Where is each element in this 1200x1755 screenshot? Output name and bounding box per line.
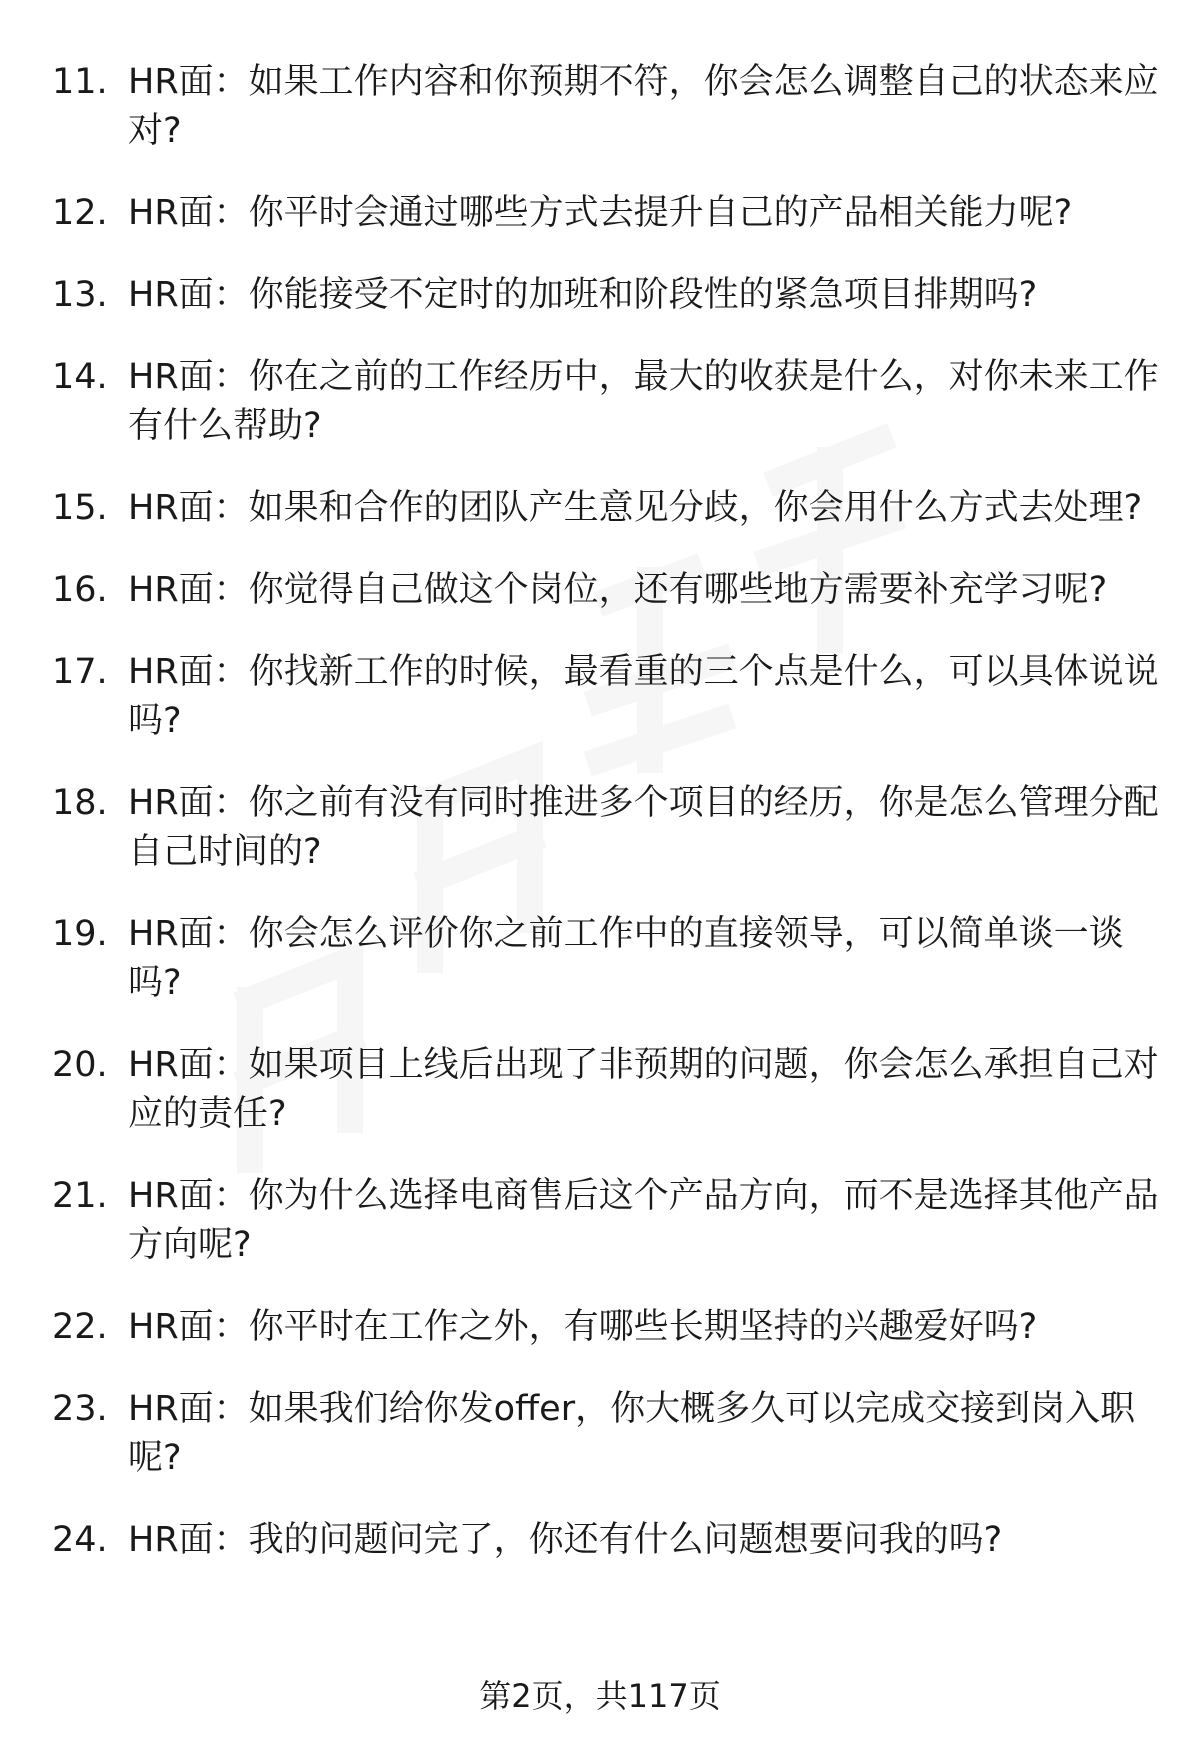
question-item (0, 1041, 1200, 1139)
question-number: 15. (52, 488, 108, 528)
question-item (0, 566, 1200, 615)
question-item (0, 1516, 1200, 1565)
question-number: 20. (52, 1045, 108, 1085)
question-text: HR面：我的问题问完了，你还有什么问题想要问我的吗? (128, 1520, 1003, 1560)
question-number: 13. (52, 275, 108, 315)
question-text: HR面：你之前有没有同时推进多个项目的经历，你是怎么管理分配自己时间的? (128, 783, 1159, 872)
question-item (0, 1303, 1200, 1352)
question-text: HR面：你会怎么评价你之前工作中的直接领导，可以简单谈一谈吗? (128, 914, 1124, 1003)
question-number: 11. (52, 62, 108, 102)
question-item (0, 1172, 1200, 1270)
question-item (0, 189, 1200, 238)
question-item (0, 910, 1200, 1008)
question-text: HR面：如果工作内容和你预期不符，你会怎么调整自己的状态来应对? (128, 62, 1159, 151)
question-number: 21. (52, 1176, 108, 1216)
question-number: 24. (52, 1520, 108, 1560)
question-number: 17. (52, 652, 108, 692)
question-text: HR面：你平时在工作之外，有哪些长期坚持的兴趣爱好吗? (128, 1307, 1038, 1347)
question-number: 16. (52, 570, 108, 610)
question-item (0, 353, 1200, 451)
question-list (0, 58, 1200, 1598)
question-text: HR面：你找新工作的时候，最看重的三个点是什么，可以具体说说吗? (128, 652, 1159, 741)
question-number: 18. (52, 783, 108, 823)
question-text: HR面：你为什么选择电商售后这个产品方向，而不是选择其他产品方向呢? (128, 1176, 1159, 1265)
question-text: HR面：如果和合作的团队产生意见分歧，你会用什么方式去处理? (128, 488, 1143, 528)
question-number: 23. (52, 1389, 108, 1429)
page-footer (0, 1674, 1200, 1718)
question-text: HR面：你平时会通过哪些方式去提升自己的产品相关能力呢? (128, 193, 1073, 233)
question-text: HR面：你能接受不定时的加班和阶段性的紧急项目排期吗? (128, 275, 1038, 315)
question-text: HR面：你在之前的工作经历中，最大的收获是什么，对你未来工作有什么帮助? (128, 357, 1159, 446)
question-text: HR面：你觉得自己做这个岗位，还有哪些地方需要补充学习呢? (128, 570, 1108, 610)
question-number: 14. (52, 357, 108, 397)
page-number-label: 第2页，共117页 (479, 1677, 721, 1715)
question-text: HR面：如果项目上线后出现了非预期的问题，你会怎么承担自己对应的责任? (128, 1045, 1159, 1134)
question-number: 22. (52, 1307, 108, 1347)
question-item (0, 484, 1200, 533)
question-text: HR面：如果我们给你发offer，你大概多久可以完成交接到岗入职呢? (128, 1389, 1136, 1478)
question-item (0, 271, 1200, 320)
question-number: 19. (52, 914, 108, 954)
question-number: 12. (52, 193, 108, 233)
question-item (0, 648, 1200, 746)
question-item (0, 779, 1200, 877)
question-item (0, 1385, 1200, 1483)
question-item (0, 58, 1200, 156)
